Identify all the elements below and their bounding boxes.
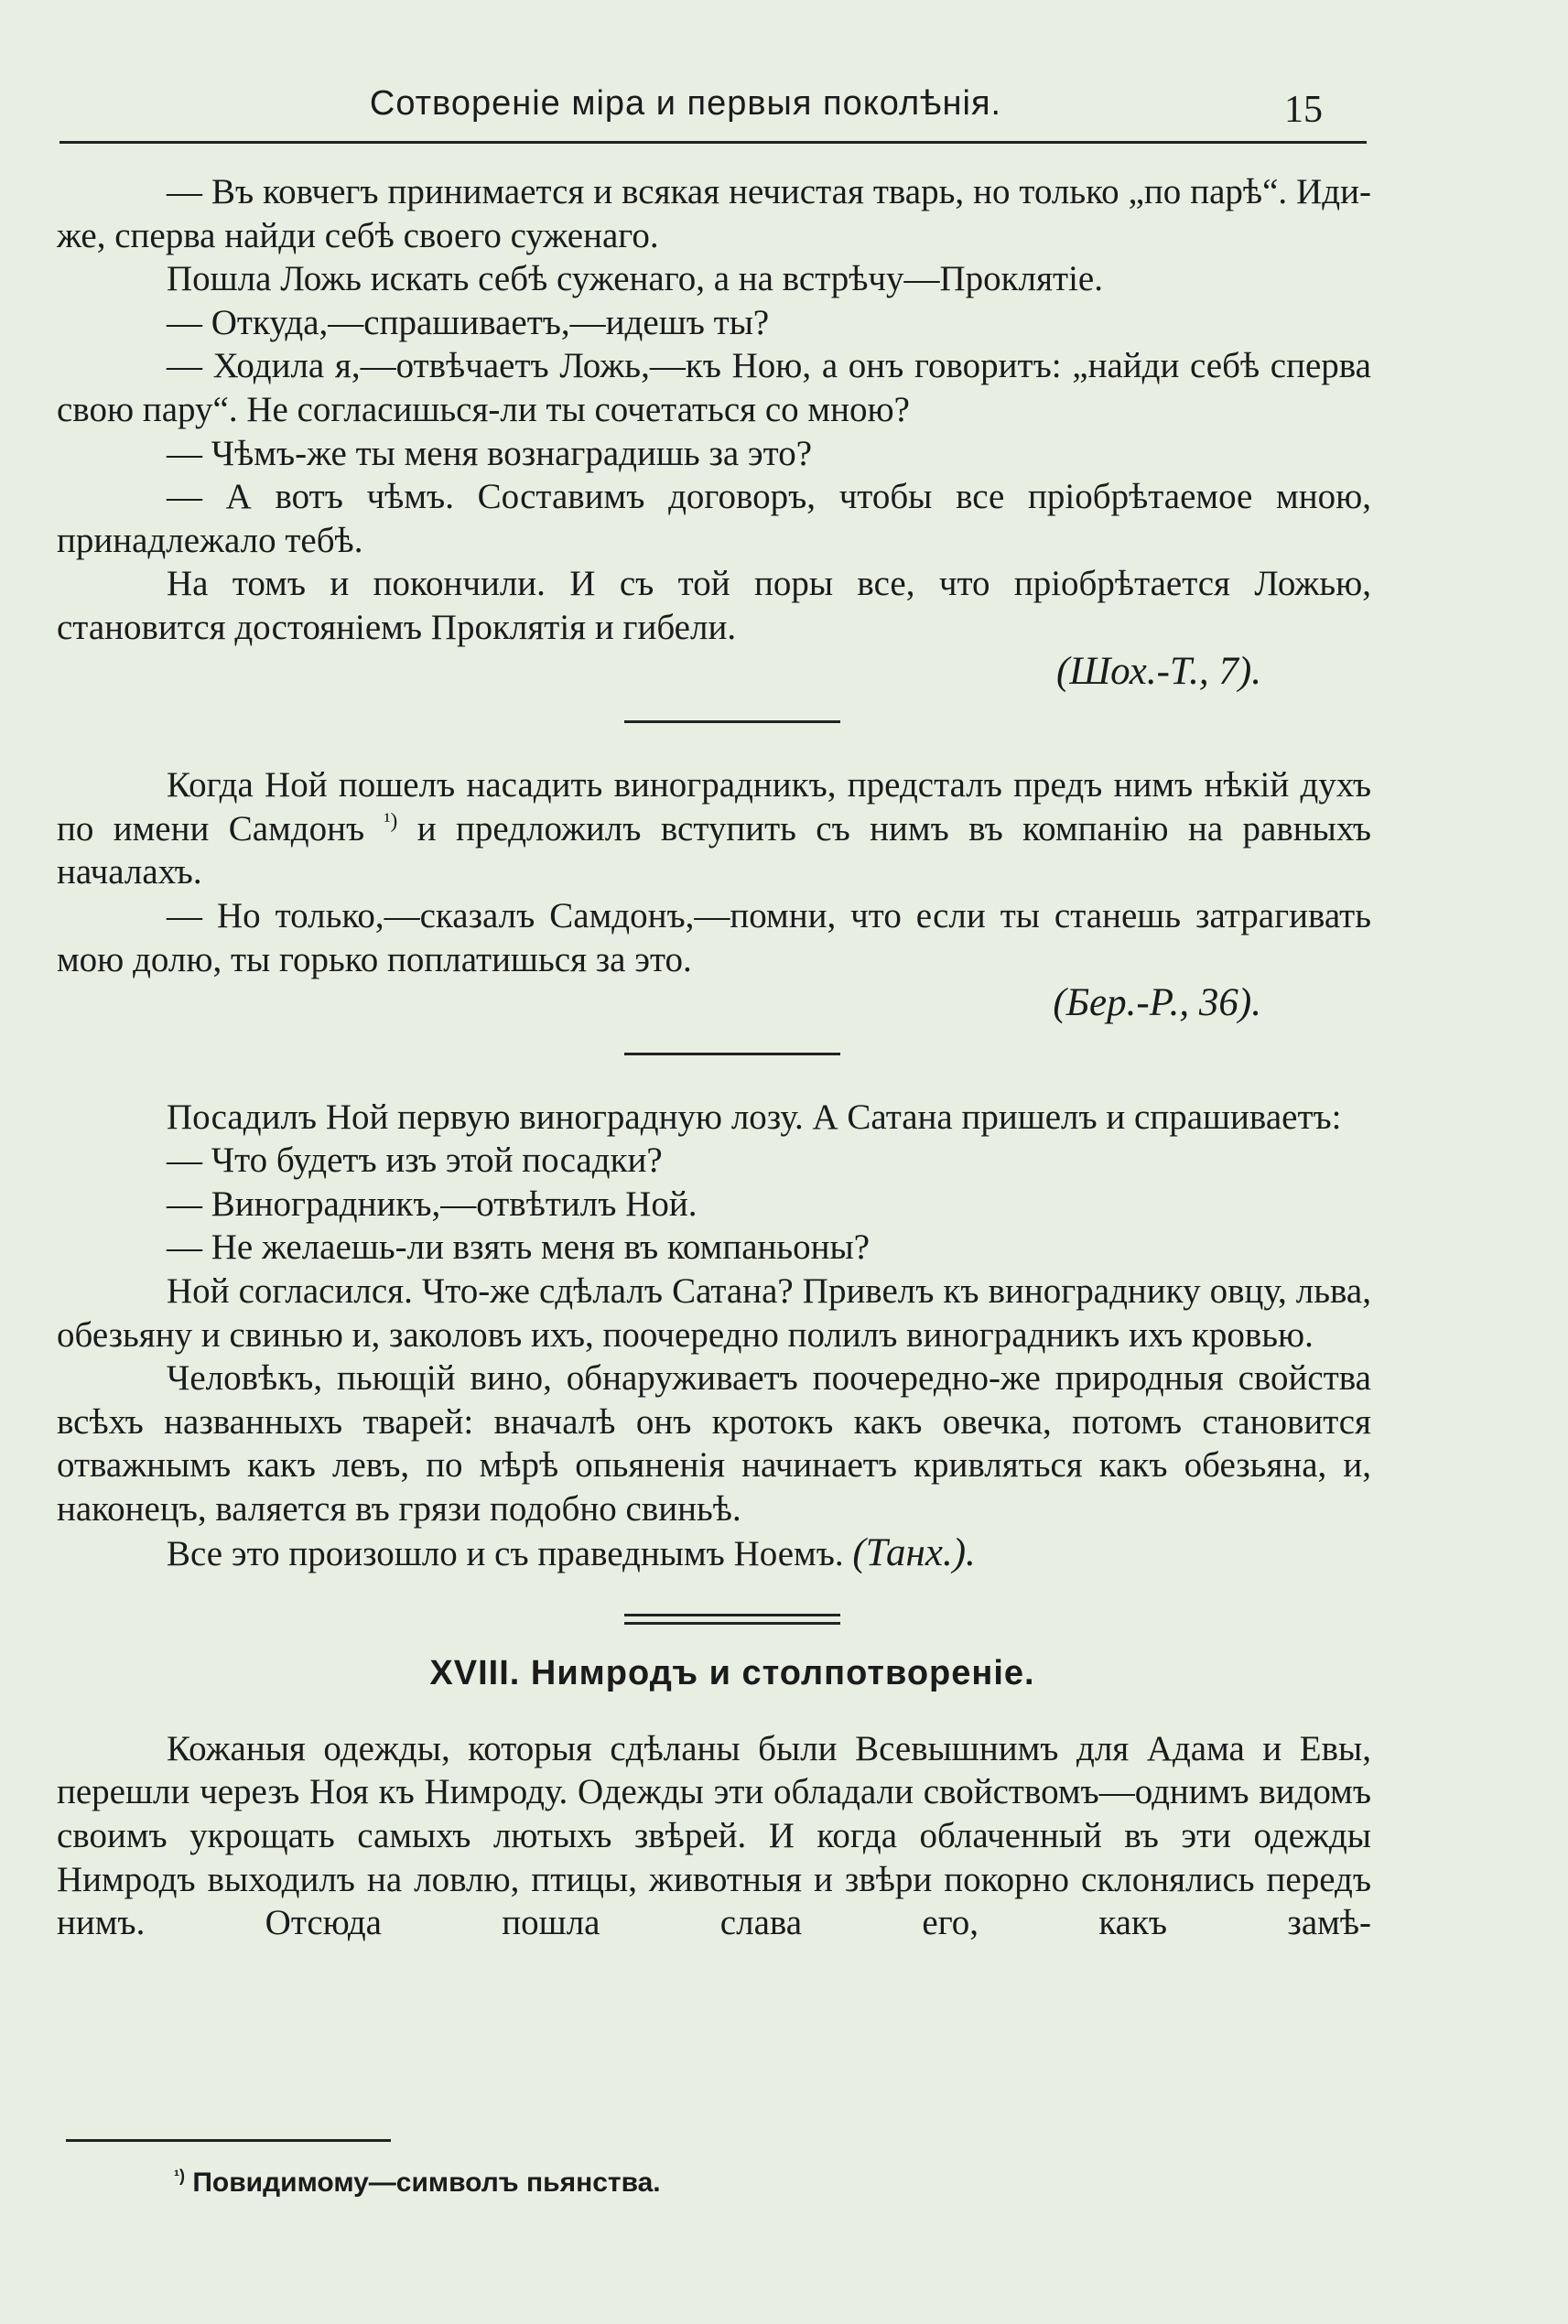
source-citation: (Танх.). (852, 1530, 976, 1574)
paragraph: Посадилъ Ной первую виноградную лозу. А Сатана пришелъ и спрашиваетъ: (167, 1097, 1342, 1137)
paragraph: — Откуда,—спрашиваетъ,—идешъ ты? (167, 302, 770, 342)
chapter-heading: XVIII. Нимродъ и столпотворенiе. (429, 1654, 1035, 1693)
paragraph: Пошла Ложь искать себѣ суженаго, а на встрѣчу—Проклятiе. (167, 259, 1103, 299)
footnote-divider (66, 2139, 391, 2142)
section-divider (624, 1053, 840, 1055)
paragraph: Ной согласился. Что-же сдѣлалъ Сатана? Привелъ къ винограднику овцу, льва, обезьяну и свинью и, заколовъ ихъ, поочередно полилъ виноградникъ ихъ кровью. (57, 1271, 1371, 1355)
paragraph: — А вотъ чѣмъ. Составимъ договоръ, чтобы все прiобрѣтаемое мною, принадлежало тебѣ. (57, 477, 1371, 560)
footnote (174, 2167, 661, 2199)
paragraph: На томъ и покончили. И съ той поры все, что прiобрѣтается Ложью, становится достоянiемъ Проклятiя и гибели. (57, 564, 1371, 647)
footnote-text: Повидимому—символъ пьянства. (185, 2167, 661, 2198)
paragraph-text: Когда Ной пошелъ насадить виноградникъ, предсталъ предъ нимъ нѣкiй духъ по имени Самдонъ (57, 765, 1371, 849)
paragraph-text: и предложилъ вступить съ нимъ въ компанiю на равныхъ началахъ. (57, 808, 1372, 892)
running-title: Сотворенiе мiра и первыя поколѣнiя. (369, 84, 1002, 123)
paragraph (57, 763, 1371, 894)
paragraph: — Но только,—сказалъ Самдонъ,—помни, что если ты станешь затрагивать мою долю, ты горько поплатишься за это. (57, 895, 1371, 979)
main-text (57, 170, 1371, 1945)
paragraph: — Что будетъ изъ этой посадки? (167, 1140, 663, 1181)
paragraph (57, 1531, 1371, 1576)
chapter-divider (624, 1614, 840, 1625)
paragraph: Кожаныя одежды, которыя сдѣланы были Всевышнимъ для Адама и Евы, перешли черезъ Ноя къ Нимроду. Одежды эти обладали свойствомъ—однимъ видомъ своимъ укрощать самыхъ лютыхъ звѣрей. И когда облаченный въ эти одежды Нимродъ выходилъ на ловлю, птицы, животныя и звѣри покорно склонялись передъ нимъ. Отсюда пошла слава его, какъ замѣ- (57, 1728, 1371, 1943)
paragraph-text: Все это произошло и съ праведнымъ Ноемъ. (167, 1533, 844, 1573)
running-header (59, 81, 1367, 144)
section-divider (624, 720, 840, 723)
paragraph: — Не желаешь-ли взять меня въ компаньоны? (167, 1227, 871, 1268)
source-citation: (Бер.-Р., 36). (1053, 981, 1261, 1025)
paragraph: — Чѣмъ-же ты меня вознаградишь за это? (167, 433, 813, 473)
paragraph: — Ходила я,—отвѣчаетъ Ложь,—къ Ною, а онъ говоритъ: „найди себѣ сперва свою пару“. Не согласишься-ли ты сочетаться со мною? (57, 346, 1371, 429)
paragraph: — Виноградникъ,—отвѣтилъ Ной. (167, 1184, 697, 1224)
page-number: 15 (1284, 89, 1323, 131)
source-citation: (Шох.-Т., 7). (1056, 649, 1261, 693)
footnote-marker: ¹) (174, 2167, 185, 2185)
paragraph: — Въ ковчегъ принимается и всякая нечистая тварь, но только „по парѣ“. Иди-же, сперва найди себѣ своего суженаго. (57, 172, 1371, 255)
paragraph: Человѣкъ, пьющiй вино, обнаруживаетъ поочередно-же природныя свойства всѣхъ названныхъ тварей: вначалѣ онъ кротокъ какъ овечка, потомъ становится отважнымъ какъ левъ, по мѣрѣ опьяненiя начинаетъ кривляться какъ обезьяна, и, наконецъ, валяется въ грязи подобно свиньѣ. (57, 1358, 1371, 1530)
footnote-reference: ¹) (384, 808, 398, 833)
